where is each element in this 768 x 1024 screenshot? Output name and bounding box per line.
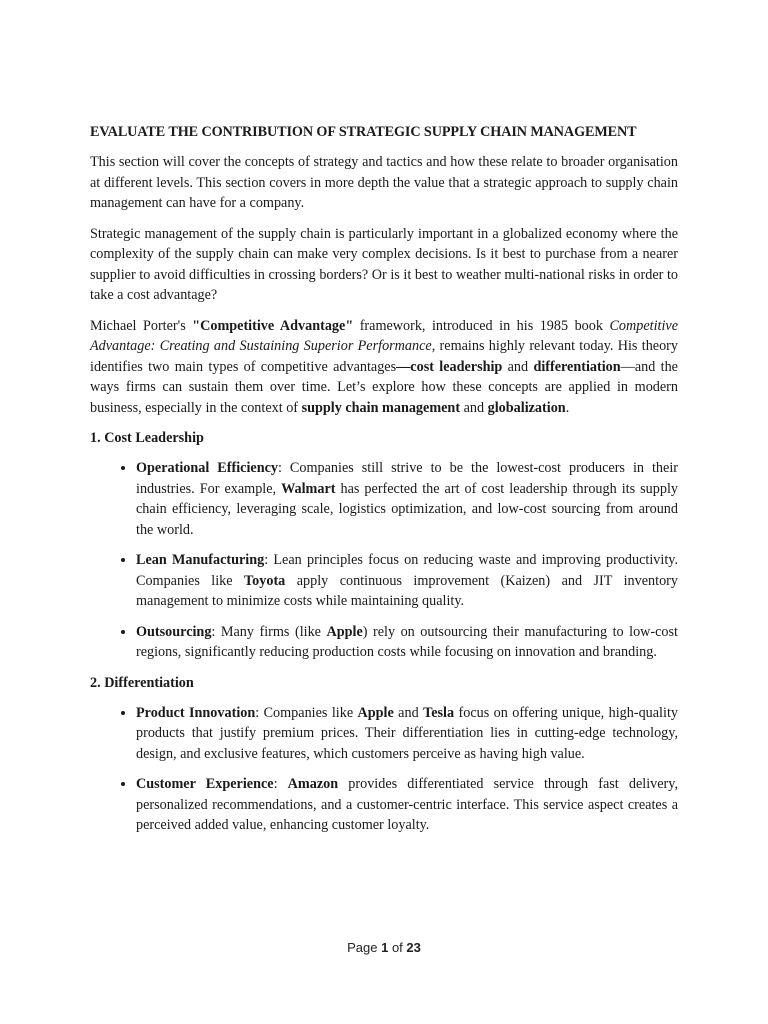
porter-book-title: Competitive Advantage: Creating and Sustaining Superior Performance: [90, 317, 679, 354]
porter-bold-cost-leadership: —cost leadership: [396, 358, 503, 375]
porter-text-2: framework, introduced in his 1985 book: [353, 317, 610, 334]
list-item: [136, 550, 678, 612]
cost-leadership-list: [90, 458, 678, 663]
differentiation-list: [90, 703, 678, 836]
company-name: Toyota: [244, 572, 286, 589]
list-item: [136, 622, 678, 663]
list-item-text: ) rely on outsourcing their manufacturing to low-cost regions, significantly reducing production costs while focusing on innovation and branding.: [136, 623, 678, 660]
company-name: Apple: [326, 623, 363, 640]
total-page-count: 23: [406, 940, 421, 955]
porter-text-7: .: [565, 399, 570, 416]
list-item-term: Operational Efficiency: [136, 460, 278, 476]
list-item: [136, 774, 678, 836]
document-title: EVALUATE THE CONTRIBUTION OF STRATEGIC SUPPLY CHAIN MANAGEMENT: [90, 124, 637, 140]
list-item-text: and: [393, 704, 424, 721]
list-item-text: :: [273, 776, 288, 792]
list-item-text: has perfected the art of cost leadership through its supply chain efficiency, leveraging scale, logistics optimization, and low-cost sourcing from around the world.: [136, 480, 678, 538]
list-item-text: provides differentiated service through fast delivery, personalized recommendations, and a customer-centric interface. This service aspect creates a perceived added value, enhancing customer loyalty.: [136, 776, 678, 833]
intro-paragraph-2: Strategic management of the supply chain is particularly important in a globalized economy where the complexity of the supply chain can make very complex decisions. Is it best to purchase from a nearer supplier to avoid difficulties in crossing borders? Or is it best to weather multi-national risks in order to take a cost advantage?: [90, 225, 678, 303]
list-item-term: Outsourcing: [136, 623, 212, 640]
porter-text-4: and: [502, 358, 534, 375]
porter-paragraph: [90, 316, 678, 419]
list-item: [136, 703, 678, 765]
list-item-text: focus on offering unique, high-quality products that justify premium prices. Their differentiation lies in cutting-edge technology, design, and exclusive features, which customers perceive as having high value.: [136, 704, 678, 762]
page-of-label: of: [388, 940, 407, 955]
list-item: [136, 458, 678, 540]
porter-text-5: —and the ways firms can sustain them over time. Let’s explore how these concepts are applied in modern business, especially in the context of: [90, 358, 678, 416]
list-item-term: Product Innovation: [136, 704, 256, 721]
company-name: Tesla: [423, 704, 455, 721]
section-heading-cost-leadership: 1. Cost Leadership: [90, 430, 204, 446]
current-page-number: 1: [381, 940, 389, 955]
list-item-text: : Many firms (like: [211, 623, 327, 640]
list-item-term: Lean Manufacturing: [136, 552, 265, 568]
porter-text-1: Michael Porter's: [90, 317, 193, 334]
list-item-text: apply continuous improvement (Kaizen) and JIT inventory management to minimize costs while maintaining quality.: [136, 572, 678, 609]
list-item-text: : Lean principles focus on reducing waste and improving productivity. Companies like: [136, 552, 678, 589]
porter-bold-globalization: globalization: [487, 399, 566, 416]
porter-bold-differentiation: differentiation: [533, 358, 621, 375]
page-label: Page: [347, 940, 382, 955]
porter-text-6: and: [460, 399, 488, 416]
company-name: Amazon: [287, 776, 339, 792]
company-name: Walmart: [281, 480, 336, 497]
page-content: [90, 122, 678, 846]
intro-paragraph-1: This section will cover the concepts of strategy and tactics and how these relate to broader organisation at different levels. This section covers in more depth the value that a strategic approach to supply chain management can have for a company.: [90, 154, 678, 211]
section-heading-differentiation: 2. Differentiation: [90, 674, 194, 691]
list-item-text: : Companies like: [255, 704, 358, 721]
porter-text-3: , remains highly relevant today. His theory identifies two main types of competitive advantages: [90, 338, 678, 375]
list-item-text: : Companies still strive to be the lowest-cost producers in their industries. For example,: [136, 460, 678, 497]
company-name: Apple: [357, 704, 394, 721]
porter-bold-supply-chain: supply chain management: [301, 399, 461, 416]
porter-bold-competitive-advantage: "Competitive Advantage": [192, 317, 354, 334]
list-item-term: Customer Experience: [136, 776, 274, 792]
page-footer: [0, 940, 768, 955]
